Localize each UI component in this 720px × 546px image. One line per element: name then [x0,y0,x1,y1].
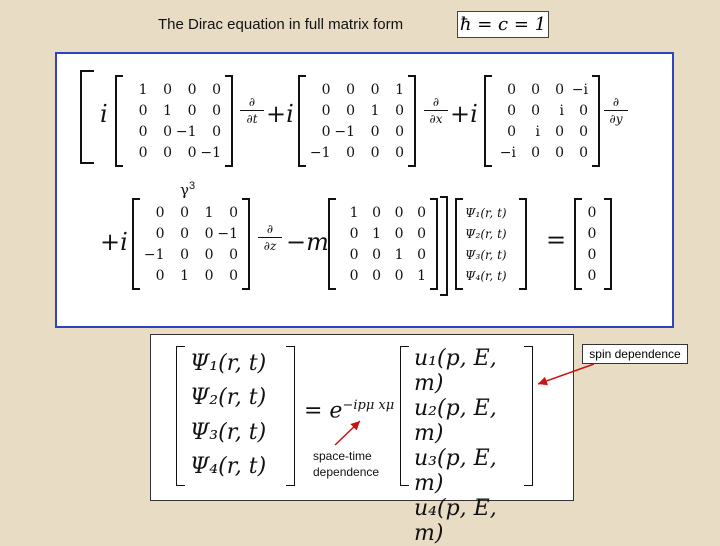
gamma1-cell-5: 0 [346,102,355,119]
gamma3-cell-1: 0 [180,204,189,221]
gamma0-cell-11: 0 [212,123,221,140]
gamma2-cell-7: 0 [579,102,588,119]
gamma2-cell-11: 0 [579,123,588,140]
gamma3-cell-8: −1 [143,246,165,263]
gamma3-cell-4: 0 [155,225,165,242]
identity-cell-12: 0 [349,267,359,284]
gamma0-cell-3: 0 [212,81,221,98]
gamma1-cell-13: 0 [346,144,355,161]
deriv-t: ∂ ∂t [240,95,264,126]
space-time-arrow [335,421,360,445]
gamma2-cell-2: 0 [555,81,564,98]
gamma3-cell-14: 0 [204,267,214,284]
gamma3-cell-13: 1 [180,267,189,284]
identity-cell-2: 0 [394,204,404,221]
identity-cell-6: 0 [394,225,404,242]
gamma3-cell-7: −1 [217,225,238,242]
gamma1-cell-14: 0 [370,144,380,161]
identity-cell-9: 0 [372,246,381,263]
zero-entry-0: 0 [587,204,597,221]
gamma2-cell-8: 0 [507,123,516,140]
gamma2-cell-5: 0 [531,102,540,119]
identity-cell-14: 0 [394,267,404,284]
gamma1-cell-15: 0 [395,144,404,161]
gamma3-cell-12: 0 [155,267,165,284]
spin-arrow [538,364,594,384]
gamma0-cell-12: 0 [138,144,148,161]
gamma3-cell-10: 0 [204,246,214,263]
gamma0-cell-9: 0 [163,123,172,140]
spin-label: spin dependence [582,344,688,364]
psi-solution-entry-1: Ψ₂(r, t) [190,385,267,411]
gamma0-cell-15: −1 [200,144,221,161]
equals-sign: = [546,226,567,254]
gamma0-cell-1: 0 [163,81,172,98]
psi-entry-2: Ψ₃(r, t) [465,247,507,262]
identity-cell-3: 0 [417,204,426,221]
gamma1-cell-8: 0 [321,123,331,140]
identity-cell-1: 0 [372,204,381,221]
gamma0-cell-13: 0 [163,144,172,161]
gamma1-cell-9: −1 [334,123,355,140]
exponential-term: = $e^{-ip\mu x\mu}$ [304,398,395,424]
gamma0-cell-2: 0 [187,81,197,98]
identity-cell-8: 0 [349,246,359,263]
psi-solution-entry-0: Ψ₁(r, t) [190,350,267,376]
operator-plus-i-1: +i [266,100,294,128]
gamma3-cell-3: 0 [229,204,238,221]
gamma2-cell-13: 0 [531,144,540,161]
gamma0-cell-8: 0 [138,123,148,140]
deriv-x: ∂ ∂x [424,95,448,126]
identity-cell-11: 0 [417,246,426,263]
gamma1-cell-7: 0 [395,102,404,119]
gamma1-cell-4: 0 [321,102,331,119]
u-spinor-entry-3: u₄(p, E, m) [414,496,497,546]
page-title: The Dirac equation in full matrix form [158,16,404,33]
gamma0-cell-0: 1 [138,81,148,98]
identity-cell-0: 1 [349,204,359,221]
gamma2-cell-4: 0 [507,102,516,119]
gamma1-cell-10: 0 [370,123,380,140]
identity-cell-15: 1 [417,267,426,284]
zero-entry-3: 0 [587,267,597,284]
gamma3-cell-11: 0 [229,246,238,263]
gamma2-cell-1: 0 [531,81,540,98]
operator-i: i [100,100,108,128]
u-spinor-entry-2: u₃(p, E, m) [414,446,497,496]
operator-plus-i-2: +i [450,100,478,128]
gamma0-cell-7: 0 [212,102,221,119]
zero-entry-2: 0 [587,246,597,263]
psi-entry-0: Ψ₁(r, t) [465,205,507,220]
gamma3-cell-9: 0 [180,246,189,263]
gamma1-cell-3: 1 [395,81,404,98]
gamma0-cell-10: −1 [175,123,197,140]
gamma3-cell-6: 0 [204,225,214,242]
gamma2-cell-9: i [535,123,540,140]
operator-minus-m: −m [286,228,329,256]
gamma1-cell-11: 0 [395,123,404,140]
u-spinor-entry-1: u₂(p, E, m) [414,396,497,446]
identity-cell-10: 1 [394,246,404,263]
identity-cell-7: 0 [417,225,426,242]
psi-entry-3: Ψ₄(r, t) [465,268,507,283]
gamma2-cell-15: 0 [579,144,588,161]
gamma1-cell-1: 0 [346,81,355,98]
gamma1-cell-0: 0 [321,81,331,98]
gamma2-cell-14: 0 [555,144,564,161]
natural-units-box: ħ = c = 1 [457,11,549,38]
gamma2-cell-0: 0 [507,81,516,98]
gamma3-label: $\gamma^3$ [180,180,196,199]
deriv-z: ∂ ∂z [258,222,282,253]
gamma2-cell-10: 0 [555,123,564,140]
psi-entry-1: Ψ₂(r, t) [465,226,507,241]
gamma2-cell-3: −i [571,81,588,98]
gamma1-cell-2: 0 [370,81,380,98]
psi-solution-entry-2: Ψ₃(r, t) [190,419,267,445]
gamma0-cell-6: 0 [187,102,197,119]
gamma3-cell-15: 0 [229,267,238,284]
identity-cell-5: 1 [372,225,381,242]
identity-cell-13: 0 [372,267,381,284]
gamma3-cell-2: 1 [204,204,214,221]
gamma1-cell-12: −1 [309,144,331,161]
gamma0-cell-4: 0 [138,102,148,119]
deriv-y: ∂ ∂y [604,95,628,126]
gamma2-cell-12: −i [499,144,516,161]
space-time-label: space-time dependence [313,449,380,479]
psi-solution-entry-3: Ψ₄(r, t) [190,454,267,480]
gamma0-cell-5: 1 [163,102,172,119]
gamma3-cell-5: 0 [180,225,189,242]
identity-cell-4: 0 [349,225,359,242]
operator-plus-i-3: +i [100,228,128,256]
gamma0-cell-14: 0 [187,144,197,161]
gamma2-cell-6: i [559,102,564,119]
zero-entry-1: 0 [587,225,597,242]
u-spinor-entry-0: u₁(p, E, m) [414,346,497,396]
gamma3-cell-0: 0 [155,204,165,221]
gamma1-cell-6: 1 [370,102,380,119]
